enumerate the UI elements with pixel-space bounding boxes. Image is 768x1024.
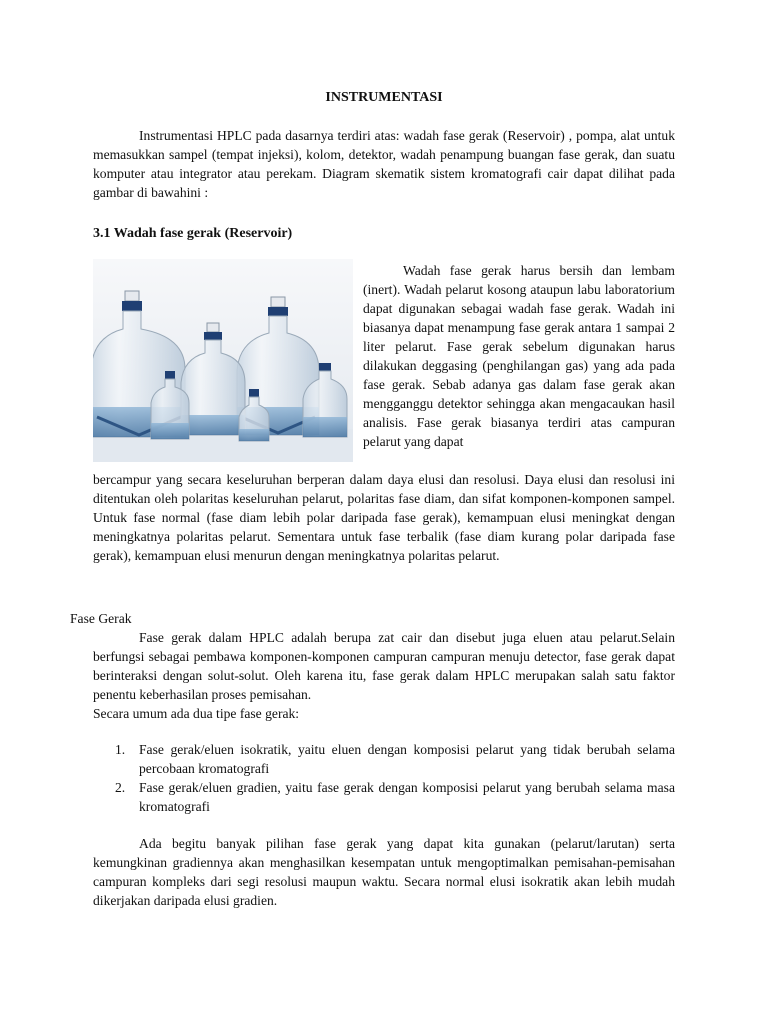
- fase-gerak-paragraph: Fase gerak dalam HPLC adalah berupa zat cair dan disebut juga eluen atau pelarut.Selain berfungsi sebagai pembawa komponen-komponen campuran campuran menuju detector, fase gerak dapat berinteraksi dengan solut-solut. Oleh karena itu, fase gerak dalam HPLC merupakan salah satu faktor penentu keberhasilan proses pemisahan.: [93, 630, 675, 702]
- reservoir-bottles-image: [93, 259, 353, 462]
- bottles-illustration: [93, 259, 353, 462]
- intro-paragraph: Instrumentasi HPLC pada dasarnya terdiri atas: wadah fase gerak (Reservoir) , pompa, alat untuk memasukkan sampel (tempat injeksi), kolom, detektor, wadah penampung buangan fase gerak, dan suatu komputer atau integrator atau perekam. Diagram skematik sistem kromatografi cair dapat dilihat pada gambar di bawahini :: [93, 128, 675, 200]
- closing-paragraph: Ada begitu banyak pilihan fase gerak yang dapat kita gunakan (pelarut/larutan) serta kemungkinan gradiennya akan menghasilkan kesempatan untuk mengoptimalkan pemisahan-pemisahan campuran kompleks dari segi resolusi maupun waktu. Secara normal elusi isokratik akan lebih mudah dikerjakan daripada elusi gradien.: [93, 836, 675, 908]
- types-intro: Secara umum ada dua tipe fase gerak:: [93, 706, 300, 721]
- section-heading: 3.1 Wadah fase gerak (Reservoir): [93, 226, 293, 241]
- list-item: [93, 740, 675, 778]
- page-title: INSTRUMENTASI: [325, 90, 443, 105]
- bottle-medium: [181, 323, 245, 435]
- reservoir-paragraph-full: bercampur yang secara keseluruhan berperan dalam daya elusi dan resolusi. Daya elusi dan resolusi ini ditentukan oleh polaritas keseluruhan pelarut, polaritas fase diam, dan sifat komponen-komponen sampel. Untuk fase normal (fase diam lebih polar daripada fase gerak), kemampuan elusi meningkat dengan meningkatnya polaritas pelarut. Sementara untuk fase terbalik (fase diam kurang polar daripada fase gerak), kemampuan elusi menurun dengan meningkatnya polaritas pelarut.: [93, 472, 675, 563]
- list-number: 1.: [115, 742, 126, 757]
- types-list: [93, 740, 675, 816]
- reservoir-text-wrapped: Wadah fase gerak harus bersih dan lembam (inert). Wadah pelarut kosong ataupun labu laboratorium dapat digunakan sebagai wadah fase gerak. Wadah ini biasanya dapat menampung fase gerak antara 1 sampai 2 liter pelarut. Fase gerak sebelum digunakan harus dilakukan deggasing (penghilangan gas) yang ada pada fase gerak. Sebab adanya gas dalam fase gerak akan mengganggu detektor sehingga akan mengacaukan hasil analisis. Fase gerak biasanya terdiri atas campuran pelarut yang dapat: [363, 263, 675, 449]
- list-text: Fase gerak/eluen gradien, yaitu fase gerak dengan komposisi pelarut yang berubah selama masa kromatografi: [139, 780, 675, 814]
- list-item: [93, 778, 675, 816]
- fase-gerak-subheading: Fase Gerak: [70, 611, 132, 626]
- list-number: 2.: [115, 780, 126, 795]
- list-text: Fase gerak/eluen isokratik, yaitu eluen dengan komposisi pelarut yang tidak berubah selama percobaan kromatografi: [139, 742, 675, 776]
- reservoir-paragraph-wrapped: [363, 261, 675, 451]
